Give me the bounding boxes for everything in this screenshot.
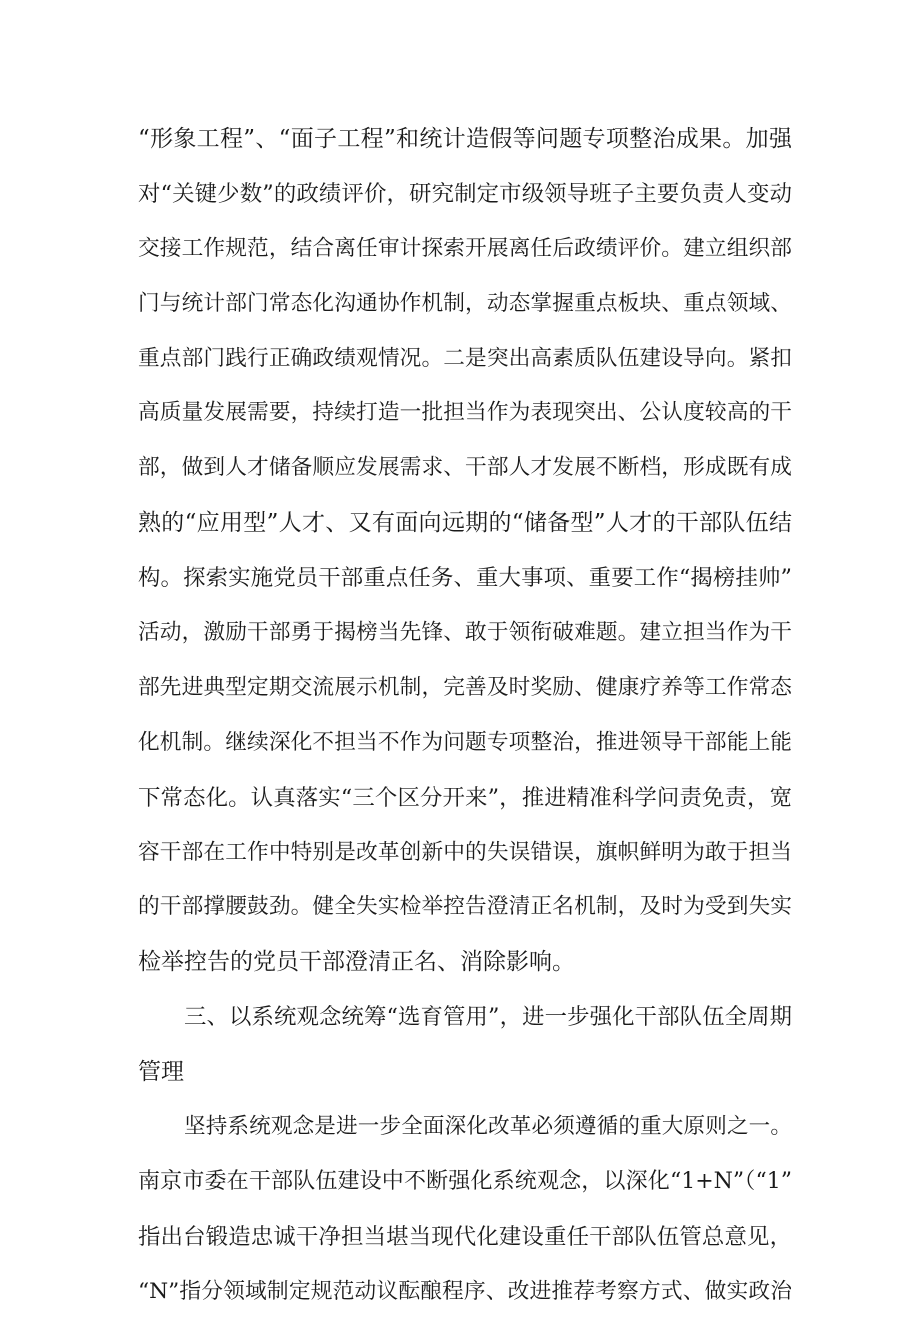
text-line: 部，做到人才储备顺应发展需求、干部人才发展不断档，形成既有成: [138, 455, 792, 481]
text-line: 门与统计部门常态化沟通协作机制，动态掌握重点板块、重点领域、: [138, 290, 792, 316]
text-line: 南京市委在干部队伍建设中不断强化系统观念，以深化“1+N”（“1”: [138, 1168, 792, 1194]
text-line: 交接工作规范，结合离任审计探索开展离任后政绩评价。建立组织部: [138, 235, 792, 261]
document-body: [138, 112, 792, 1320]
text-line: 指出台锻造忠诚干净担当堪当现代化建设重任干部队伍管总意见，: [138, 1223, 792, 1250]
text-line: “N”指分领域制定规范动议酝酿程序、改进推荐考察方式、做实政治: [138, 1278, 792, 1304]
text-line: 管理: [138, 1059, 184, 1086]
text-line: 构。探索实施党员干部重点任务、重大事项、重要工作“揭榜挂帅”: [138, 565, 792, 592]
text-line: 坚持系统观念是进一步全面深化改革必须遵循的重大原则之一。: [184, 1114, 792, 1140]
text-line: 高质量发展需要，持续打造一批担当作为表现突出、公认度较高的干: [138, 400, 792, 426]
text-line: “形象工程”、“面子工程”和统计造假等问题专项整治成果。加强: [138, 126, 792, 152]
text-line: 对“关键少数”的政绩评价，研究制定市级领导班子主要负责人变动: [138, 180, 792, 207]
text-line: 化机制。继续深化不担当不作为问题专项整治，推进领导干部能上能: [138, 729, 792, 755]
text-line: 三、以系统观念统筹“选育管用”，进一步强化干部队伍全周期: [184, 1004, 792, 1031]
text-line: 检举控告的党员干部澄清正名、消除影响。: [138, 949, 575, 976]
text-line: 熟的“应用型”人才、又有面向远期的“储备型”人才的干部队伍结: [138, 510, 792, 537]
text-line: 重点部门践行正确政绩观情况。二是突出高素质队伍建设导向。紧扣: [138, 345, 792, 371]
text-line: 下常态化。认真落实“三个区分开来”，推进精准科学问责免责，宽: [138, 784, 792, 811]
text-line: 的干部撑腰鼓劲。健全失实检举控告澄清正名机制，及时为受到失实: [138, 894, 792, 920]
text-line: 容干部在工作中特别是改革创新中的失误错误，旗帜鲜明为敢于担当: [138, 839, 792, 865]
text-line: 部先进典型定期交流展示机制，完善及时奖励、健康疗养等工作常态: [138, 674, 792, 700]
text-line: 活动，激励干部勇于揭榜当先锋、敢于领衔破难题。建立担当作为干: [138, 620, 792, 646]
